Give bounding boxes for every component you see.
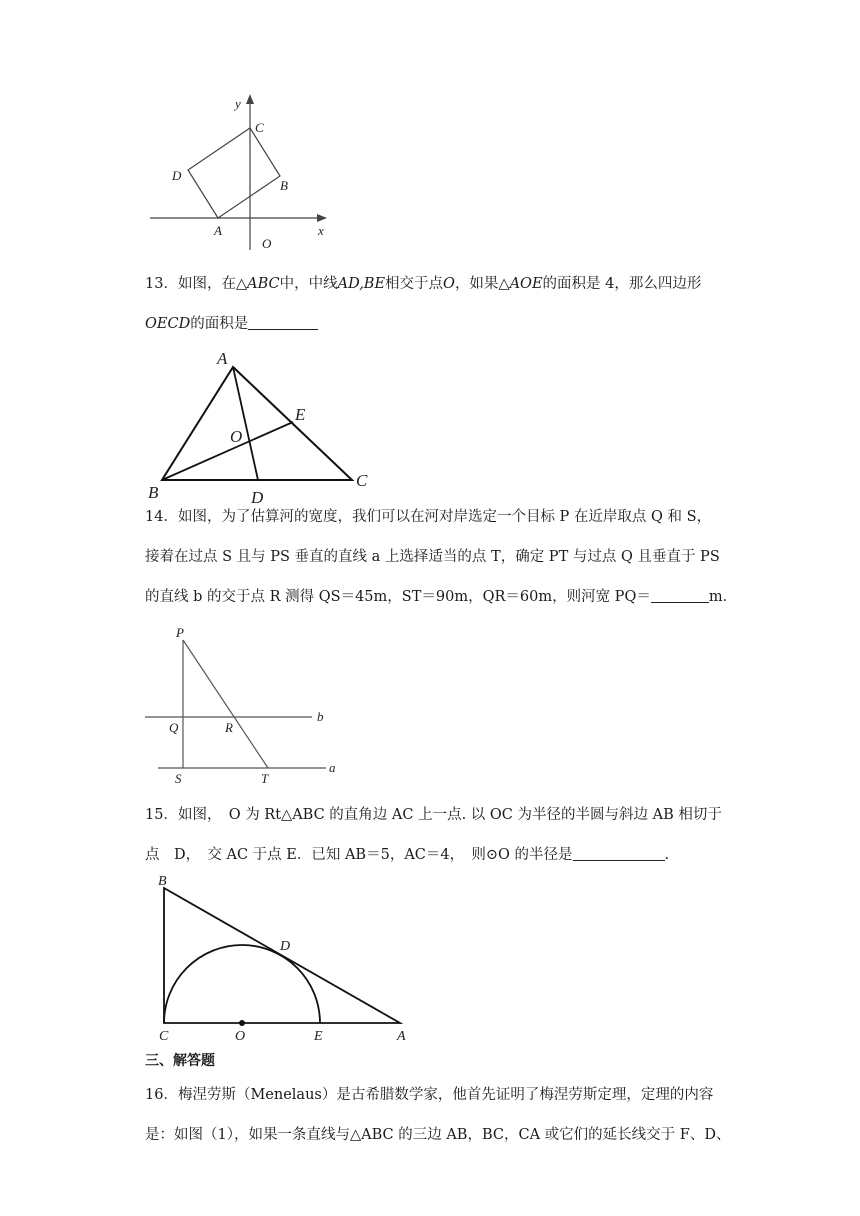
- question-14-line-3: 的直线 b 的交于点 R 测得 QS＝45m，ST＝90m，QR＝60m，则河宽 PQ＝ m．: [145, 577, 725, 617]
- question-15-line-2: 点 D， 交 AC 于点 E．已知 AB＝5，AC＝4， 则⊙O 的半径是 .: [145, 835, 725, 875]
- label-e: E: [314, 1029, 323, 1044]
- question-13: [145, 264, 725, 344]
- label-s: S: [175, 771, 182, 786]
- label-a: A: [397, 1029, 406, 1044]
- label-y: y: [235, 96, 241, 111]
- question-13-line-1: 13．如图，在△ABC中，中线AD,BE相交于点O，如果△AOE的面积是 4，那么四边形: [145, 276, 702, 292]
- label-a: A: [214, 223, 222, 238]
- question-16: [145, 1075, 731, 1155]
- label-o: O: [262, 236, 272, 251]
- question-14-line-1: 14．如图，为了估算河的宽度，我们可以在河对岸选定一个目标 P 在近岸取点 Q 和 S，: [145, 509, 712, 525]
- label-d: D: [172, 168, 182, 183]
- question-15-line-1: 15．如图， O 为 Rt△ABC 的直角边 AC 上一点. 以 OC 为半径的半圆与斜边 AB 相切于: [145, 807, 722, 823]
- semicircle: [164, 945, 320, 1023]
- figure-coordinate-square: [145, 88, 345, 258]
- label-p: P: [176, 625, 184, 640]
- label-c: C: [159, 1029, 169, 1044]
- question-13-line-2: OECD的面积是: [145, 304, 725, 344]
- figure-semicircle-tangent: [150, 868, 420, 1048]
- label-e: E: [295, 405, 306, 424]
- label-d: D: [251, 488, 264, 507]
- label-o: O: [235, 1029, 246, 1044]
- center-point-o: [239, 1020, 245, 1026]
- median-ad: [233, 367, 258, 480]
- label-q: Q: [169, 720, 179, 735]
- square-abcd: [188, 128, 280, 218]
- median-be: [162, 422, 293, 480]
- section-heading: 三、解答题: [145, 1053, 215, 1069]
- answer-blank-15[interactable]: [573, 844, 665, 861]
- x-axis-arrow: [317, 214, 327, 222]
- y-axis-arrow: [246, 94, 254, 104]
- question-15: [145, 795, 725, 875]
- question-14-line-2: 接着在过点 S 且与 PS 垂直的直线 a 上选择适当的点 T，确定 PT 与过点 Q 且垂直于 PS: [145, 549, 720, 565]
- label-c: C: [255, 120, 264, 135]
- label-a-line: a: [329, 760, 336, 775]
- answer-blank-14[interactable]: [651, 586, 709, 603]
- label-d: D: [280, 939, 291, 954]
- label-b-line: b: [317, 709, 324, 724]
- label-b: B: [148, 483, 159, 502]
- question-16-line-1: 16．梅涅劳斯（Menelaus）是古希腊数学家，他首先证明了梅涅劳斯定理，定理的内容: [145, 1087, 714, 1103]
- answer-blank-13[interactable]: [248, 313, 318, 330]
- label-t: T: [261, 771, 269, 786]
- figure-river-width: [140, 620, 350, 790]
- figure-triangle-medians: [140, 340, 380, 510]
- triangle-abc: [162, 367, 352, 480]
- label-x: x: [318, 223, 324, 238]
- question-16-line-2: 是：如图（1），如果一条直线与△ABC 的三边 AB，BC，CA 或它们的延长线交于 F、D、: [145, 1127, 731, 1143]
- label-r: R: [225, 720, 233, 735]
- label-o: O: [230, 427, 243, 446]
- question-14: [145, 497, 738, 617]
- label-b: B: [280, 178, 288, 193]
- label-a: A: [217, 349, 228, 368]
- label-c: C: [356, 471, 368, 490]
- label-b: B: [158, 874, 167, 889]
- line-pt: [183, 640, 268, 768]
